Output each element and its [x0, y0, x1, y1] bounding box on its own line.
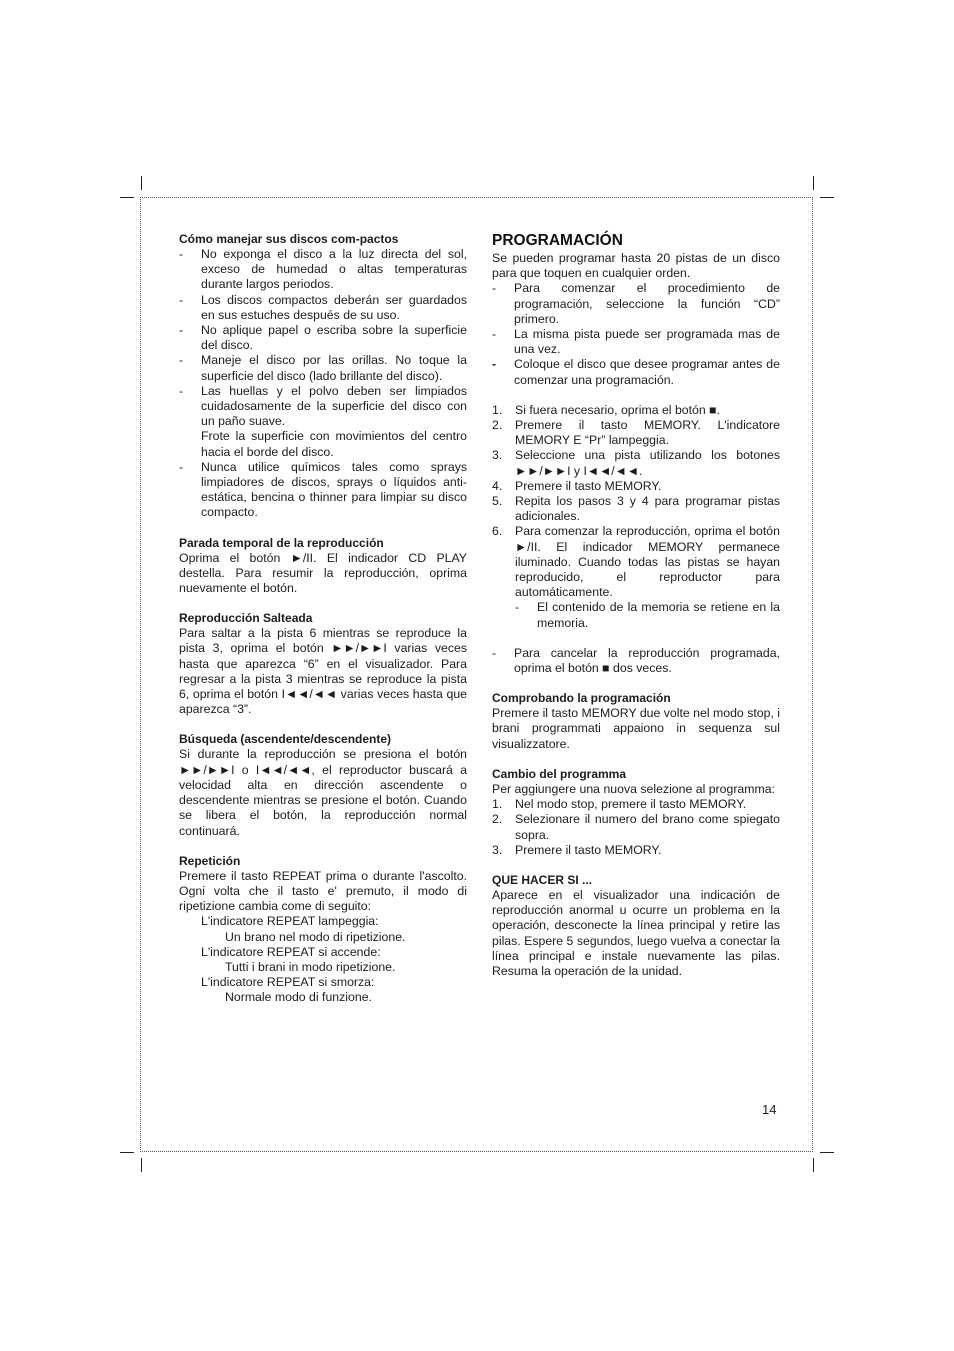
- list-item: - No exponga el disco a la luz directa del sol, exceso de humedad o altas temperaturas durante largos periodos.: [179, 247, 467, 293]
- list-item: - Coloque el disco que desee programar antes de comenzar una programación.: [492, 357, 780, 387]
- programming-heading: PROGRAMACIÓN: [492, 232, 623, 249]
- repeat-line: L'indicatore REPEAT lampeggia:: [201, 914, 379, 929]
- repeat-line: Normale modo di funzione.: [225, 990, 372, 1005]
- programming-notes: [492, 281, 780, 387]
- programming-steps: [492, 403, 780, 631]
- programming-intro: Se pueden programar hasta 20 pistas de un disco para que toquen en cualquier orden.: [492, 251, 780, 281]
- search-heading: Búsqueda (ascendente/descendente): [179, 732, 392, 747]
- step-number: 3.: [492, 842, 503, 857]
- step-number: 3.: [492, 448, 503, 463]
- pause-section: [179, 536, 467, 597]
- list-item: [179, 384, 467, 460]
- list-item: - Para comenzar el procedimiento de programación, seleccione la función “CD” primero.: [492, 281, 780, 327]
- crop-mark: [813, 1158, 814, 1172]
- step-item: [492, 812, 780, 842]
- cancel-note: [492, 646, 780, 676]
- repeat-line: Tutti i brani in modo ripetizione.: [225, 959, 396, 974]
- disc-care-heading: Cómo manejar sus discos com-pactos: [179, 232, 399, 246]
- step-text: Premere il tasto MEMORY. L'indicatore MEMORY E “Pr” lampeggia.: [515, 418, 780, 448]
- step-text: Selezionare il numero del brano come spiegato sopra.: [515, 812, 780, 842]
- step-number: 4.: [492, 478, 503, 493]
- step-number: 1.: [492, 797, 503, 812]
- step-item: [492, 479, 780, 494]
- step-item: [492, 403, 780, 418]
- list-item: - No aplique papel o escriba sobre la superficie del disco.: [179, 323, 467, 353]
- step-text: Seleccione una pista utilizando los botones ►►/►►I y I◄◄/◄◄.: [515, 448, 780, 478]
- search-section: [179, 732, 467, 838]
- step-number: 6.: [492, 524, 503, 539]
- step-text: Repita los pasos 3 y 4 para programar pistas adicionales.: [515, 494, 780, 524]
- left-column: [179, 232, 467, 1021]
- change-text: Per aggiungere una nuova selezione al programma:: [492, 781, 776, 796]
- page-number: 14: [762, 1102, 777, 1117]
- crop-mark: [141, 1158, 142, 1172]
- step-number: 2.: [492, 418, 503, 433]
- troubleshooting-section: [492, 873, 780, 979]
- step-text: Premere il tasto MEMORY.: [515, 478, 662, 493]
- check-section: [492, 691, 780, 752]
- check-text: Premere il tasto MEMORY due volte nel modo stop, i brani programmati appaiono in sequenza sul visualizzatore.: [492, 706, 780, 751]
- check-heading: Comprobando la programación: [492, 691, 671, 706]
- repeat-line: L'indicatore REPEAT si smorza:: [201, 975, 375, 990]
- repeat-line: L'indicatore REPEAT si accende:: [201, 944, 381, 959]
- programming-section: [492, 232, 780, 676]
- repeat-heading: Repetición: [179, 853, 241, 868]
- change-steps: [492, 797, 780, 858]
- step-text: Para comenzar la reproducción, oprima el botón ►/II. El indicador MEMORY permanece iluminado. Cuando todas las pistas se hayan reproducido, el reproductor para automáticamente.: [515, 524, 780, 600]
- list-item: - Maneje el disco por las orillas. No toque la superficie del disco (lado brillante del disco).: [179, 353, 467, 383]
- repeat-text: Premere il tasto REPEAT prima o durante l'ascolto. Ogni volta che il tasto e' premuto, il modo di ripetizione cambia come di seguito:: [179, 868, 467, 914]
- step-item: [492, 524, 780, 630]
- skip-heading: Reproducción Salteada: [179, 611, 313, 626]
- repeat-line: Un brano nel modo di ripetizione.: [225, 929, 406, 944]
- change-section: [492, 767, 780, 858]
- crop-mark: [120, 1152, 134, 1153]
- crop-mark: [141, 176, 142, 190]
- repeat-section: [179, 854, 467, 1006]
- crop-mark: [120, 197, 134, 198]
- step-item: [492, 797, 780, 812]
- step-item: [492, 418, 780, 448]
- skip-text: Para saltar a la pista 6 mientras se reproduce la pista 3, oprima el botón ►►/►►I varias veces hasta que aparezca “6” en el visualizador. Para regresar a la pista 3 mientras se reproduce la pista 6, oprima el botón I◄◄/◄◄ varias veces hasta que aparezca “3”.: [179, 626, 467, 717]
- crop-mark: [813, 176, 814, 190]
- disc-care-list: [179, 247, 467, 521]
- skip-section: [179, 611, 467, 717]
- list-item-text: - Las huellas y el polvo deben ser limpiados cuidadosamente de la superficie del disco con un paño suave.: [201, 383, 467, 429]
- pause-heading: Parada temporal de la reproducción: [179, 535, 384, 550]
- list-item: - Para cancelar la reproducción programada, oprima el botón ■ dos veces.: [492, 646, 780, 676]
- troubleshooting-text: Aparece en el visualizador una indicación de reproducción anormal u ocurre un problema en la operación, desconecte la línea principal y retire las pilas. Espere 5 segundos, luego vuelva a conectar la línea principal e instale nuevamente las pilas. Resuma la operación de la unidad.: [492, 887, 780, 978]
- step-item: [492, 448, 780, 478]
- crop-mark: [820, 1152, 834, 1153]
- pause-text: Oprima el botón ►/II. El indicador CD PLAY destella. Para resumir la reproducción, oprima nuevamente el botón.: [179, 550, 467, 596]
- step-number: 1.: [492, 402, 503, 417]
- crop-mark: [820, 197, 834, 198]
- step-item: [492, 494, 780, 524]
- list-item-extra: Frote la superficie con movimientos del centro hacia el borde del disco.: [201, 429, 467, 459]
- list-item: - Los discos compactos deberán ser guardados en sus estuches después de su uso.: [179, 293, 467, 323]
- list-item: - Nunca utilice químicos tales como sprays limpiadores de discos, sprays o líquidos anti-estática, bencina o thinner para limpiar su disco compacto.: [179, 460, 467, 521]
- step-text: Si fuera necesario, oprima el botón ■.: [515, 402, 720, 417]
- search-text: Si durante la reproducción se presiona el botón ►►/►►I o I◄◄/◄◄, el reproductor buscará a velocidad alta en dirección ascendente o descendente mientras se presione el botón. Cuando se libera el botón, la reproducción normal continuará.: [179, 747, 467, 838]
- step-subnote: - El contenido de la memoria se retiene en la memoria.: [515, 600, 780, 630]
- list-item: - La misma pista puede ser programada mas de una vez.: [492, 327, 780, 357]
- step-text: Premere il tasto MEMORY.: [515, 842, 662, 857]
- step-number: 2.: [492, 812, 503, 827]
- step-text: Nel modo stop, premere il tasto MEMORY.: [515, 797, 747, 812]
- step-number: 5.: [492, 494, 503, 509]
- change-heading: Cambio del programma: [492, 766, 627, 781]
- step-item: [492, 843, 780, 858]
- troubleshooting-heading: QUE HACER SI ...: [492, 872, 593, 887]
- disc-care-section: [179, 232, 467, 521]
- right-column: [492, 232, 780, 994]
